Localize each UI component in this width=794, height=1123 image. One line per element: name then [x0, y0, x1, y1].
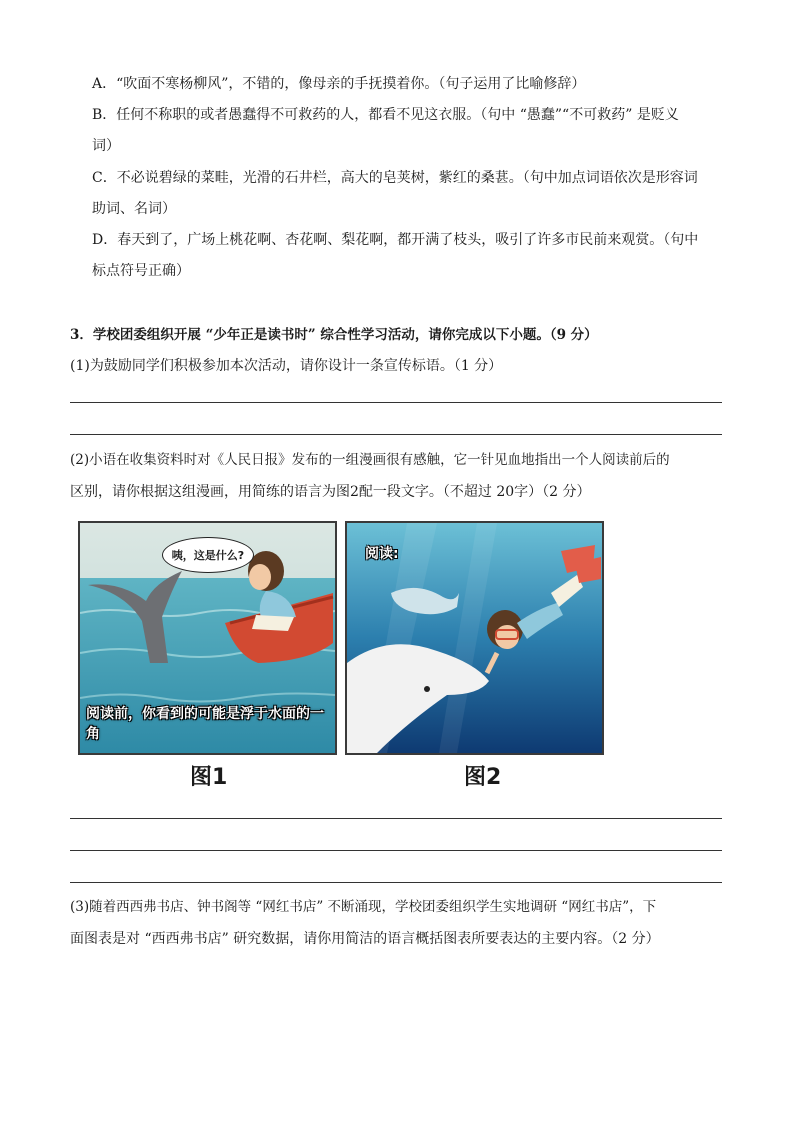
- comic-panel-1: [78, 521, 337, 755]
- question3-sub1: (1)为鼓励同学们积极参加本次活动，请你设计一条宣传标语。（1 分）: [70, 358, 503, 374]
- speech-bubble: 咦，这是什么?: [162, 537, 254, 573]
- answer-line-5[interactable]: [70, 882, 722, 883]
- option-c-line1: C．不必说碧绿的菜畦，光滑的石井栏，高大的皂荚树，紫红的桑葚。（句中加点词语依次是形容词: [92, 170, 698, 186]
- question3-heading: 3．学校团委组织开展 “少年正是读书时” 综合性学习活动，请你完成以下小题。（9 分）: [70, 327, 598, 343]
- option-a: A．“吹面不寒杨柳风”，不错的，像母亲的手抚摸着你。（句子运用了比喻修辞）: [92, 76, 586, 92]
- question3-sub3-line2: 面图表是对 “西西弗书店” 研究数据，请你用简洁的语言概括图表所要表达的主要内容。（2 分）: [70, 931, 660, 947]
- option-b-line2: 词）: [92, 138, 120, 154]
- question3-sub2-line1: (2)小语在收集资料时对《人民日报》发布的一组漫画很有感触，它一针见血地指出一个人阅读前后的: [70, 452, 670, 468]
- comic-panel-1-text: 阅读前，你看到的可能是浮于水面的一角: [86, 706, 324, 742]
- answer-line-2[interactable]: [70, 434, 722, 435]
- option-d-line1: D．春天到了，广场上桃花啊、杏花啊、梨花啊，都开满了枝头，吸引了许多市民前来观赏。（句中: [92, 232, 699, 248]
- option-d-line2: 标点符号正确）: [92, 263, 190, 279]
- answer-line-1[interactable]: [70, 402, 722, 403]
- figure-caption-2: 图2: [464, 765, 502, 790]
- comic-panel-2: [345, 521, 604, 755]
- figure-caption-1: 图1: [190, 765, 228, 790]
- option-c-line2: 助词、名词）: [92, 201, 176, 217]
- answer-line-3[interactable]: [70, 818, 722, 819]
- comic-panel-2-text: 阅读:: [365, 546, 399, 562]
- question3-sub3-line1: (3)随着西西弗书店、钟书阁等 “网红书店” 不断涌现，学校团委组织学生实地调研 “网红书店”，下: [70, 899, 657, 915]
- answer-line-4[interactable]: [70, 850, 722, 851]
- option-b-line1: B．任何不称职的或者愚蠢得不可救药的人，都看不见这衣服。（句中 “愚蠢”“不可救药” 是贬义: [92, 107, 679, 123]
- question3-sub2-line2: 区别，请你根据这组漫画，用简练的语言为图2配一段文字。（不超过 20字）（2 分）: [70, 484, 591, 500]
